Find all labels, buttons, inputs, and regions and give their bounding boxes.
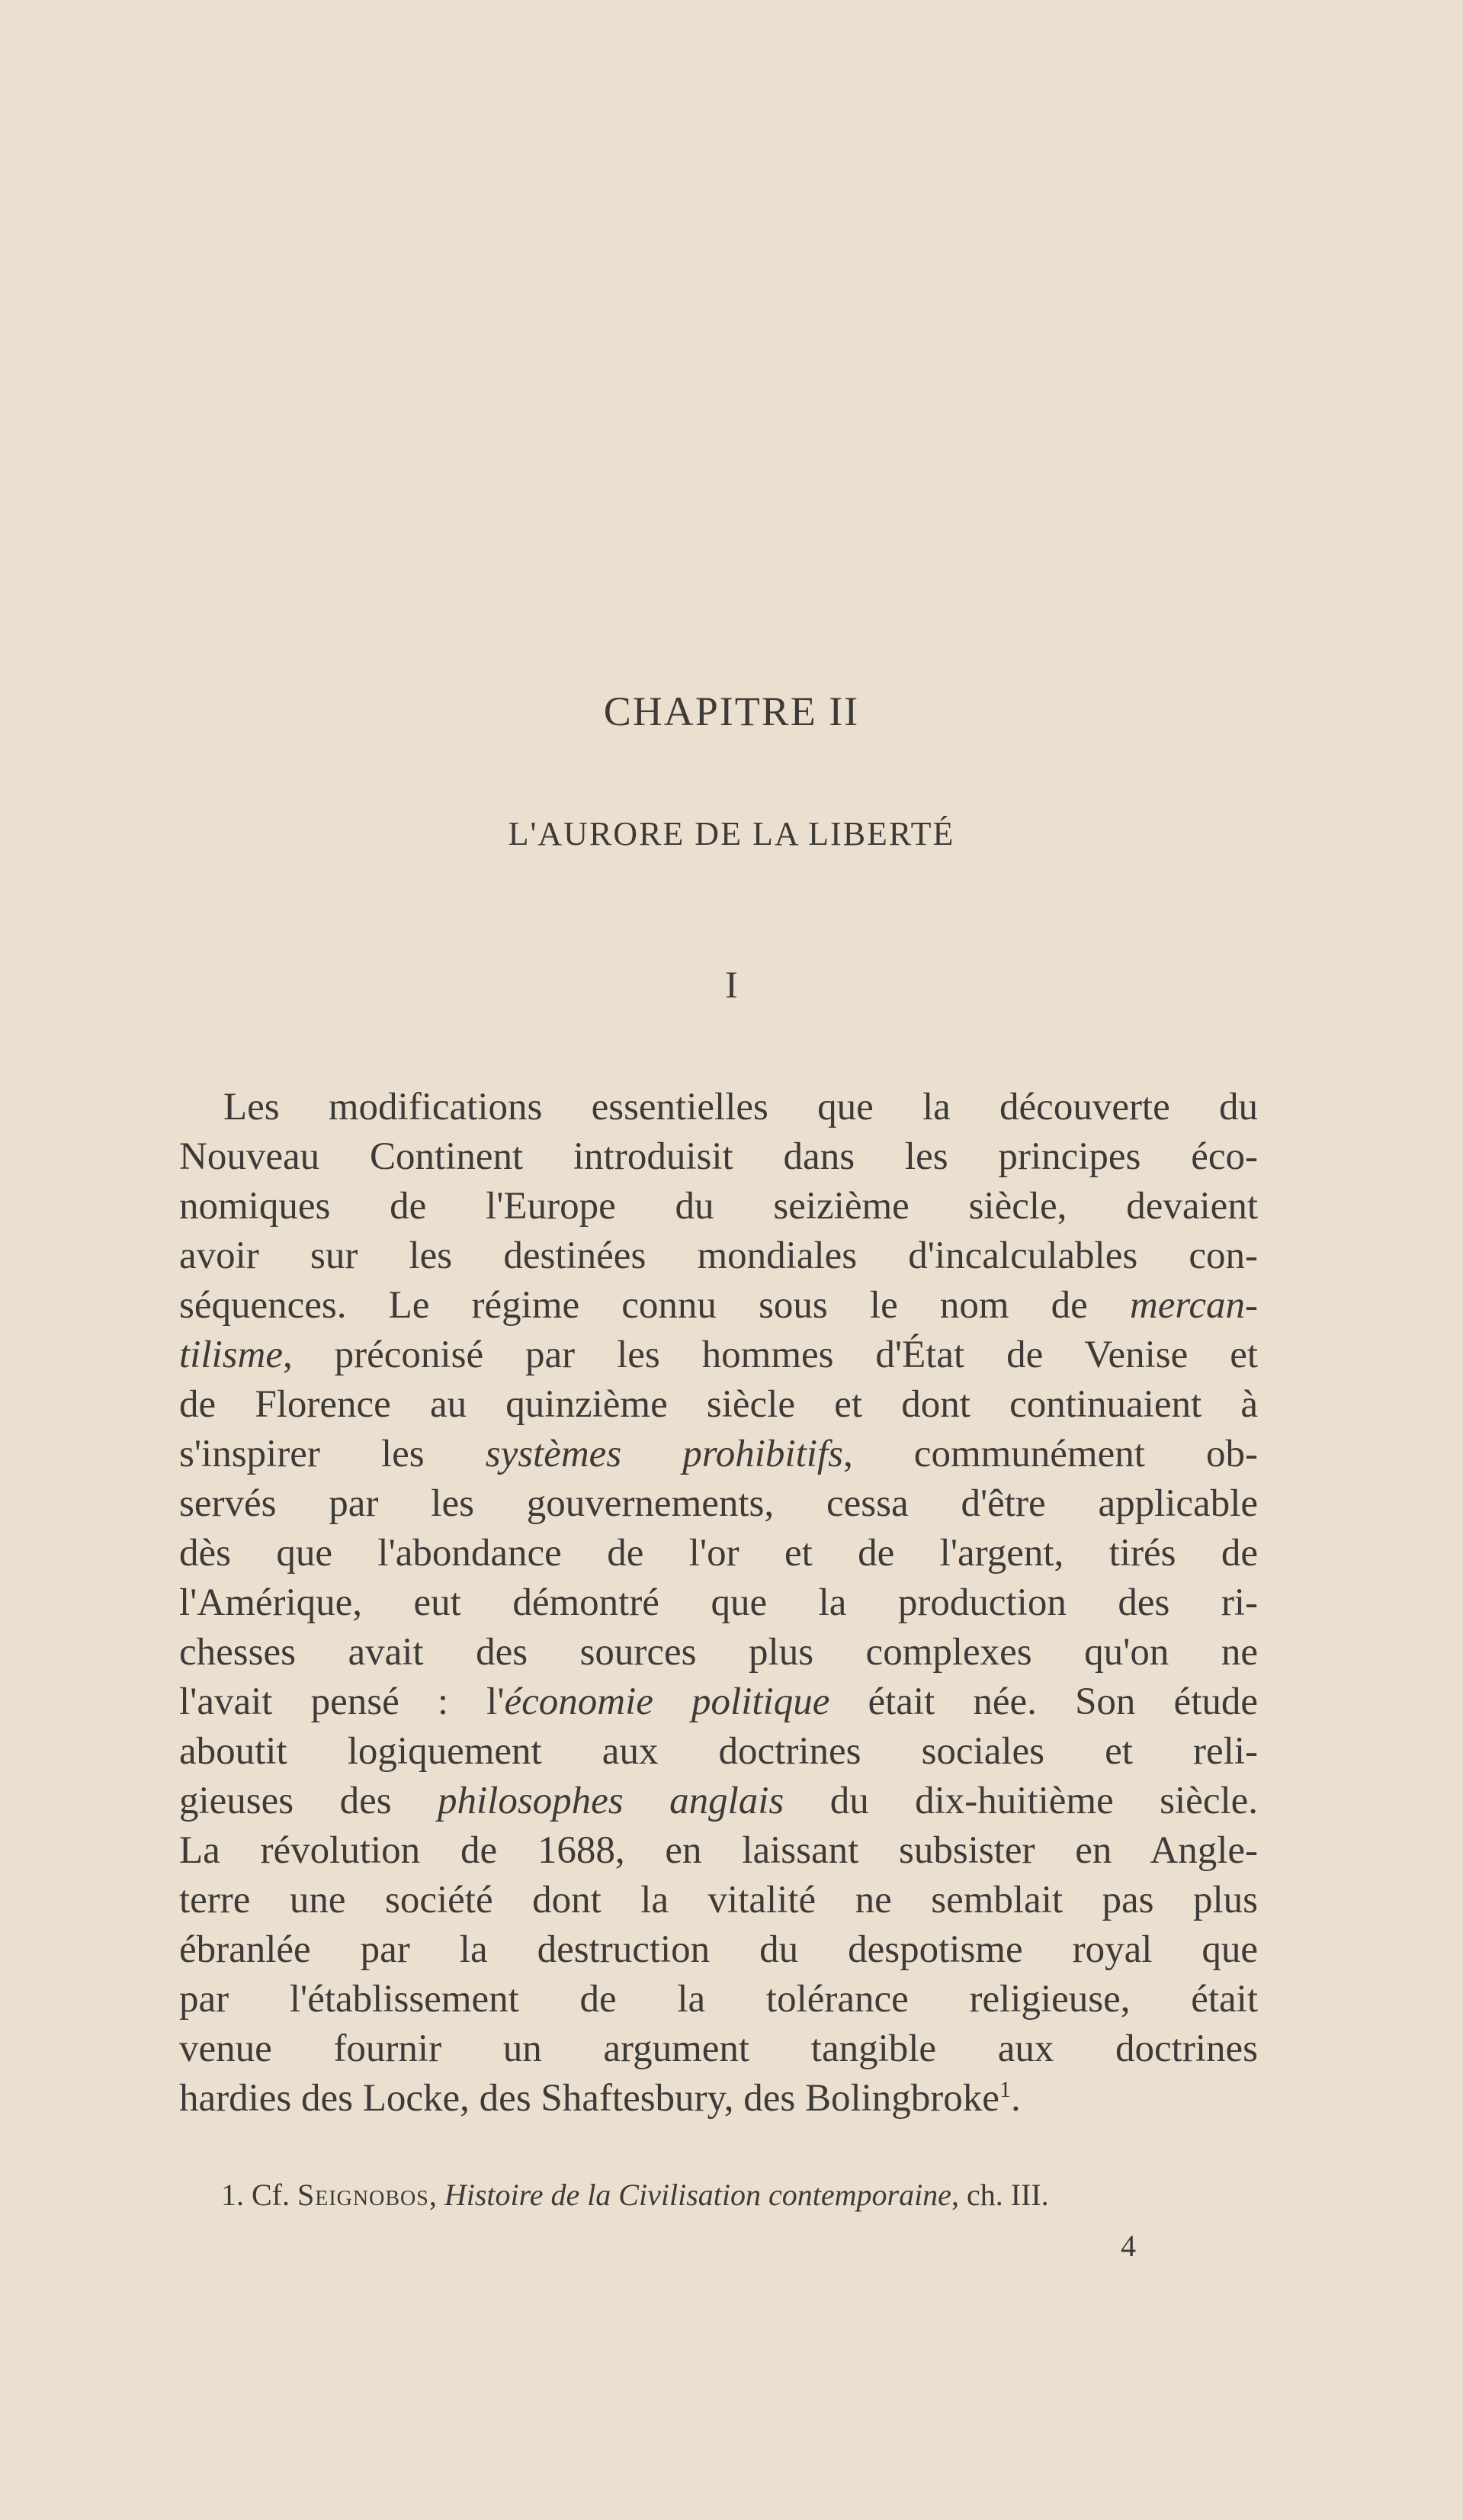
footnote-number: 1. Cf.	[221, 2178, 297, 2212]
italic-term: mercan-	[1129, 1284, 1258, 1327]
section-number: I	[725, 963, 738, 1006]
text-line: servés par les gouvernements, cessa d'être applicable	[179, 1482, 1258, 1525]
text-line: aboutit logiquement aux doctrines sociales et reli-	[179, 1730, 1258, 1773]
text-segment: du dix-huitième siècle.	[784, 1780, 1259, 1822]
text-line: nomiques de l'Europe du seizième siècle, devaient	[179, 1185, 1258, 1228]
text-segment: , communément ob-	[842, 1433, 1258, 1475]
text-line	[179, 1677, 1258, 1727]
chapter-subtitle: L'AURORE DE LA LIBERTÉ	[508, 815, 955, 852]
text-line: La révolution de 1688, en laissant subsister en Angle-	[179, 1829, 1258, 1872]
text-line	[179, 1430, 1258, 1479]
text-segment: était née. Son étude	[829, 1681, 1258, 1723]
footnote-author: Seignobos	[297, 2178, 429, 2212]
italic-term: philosophes anglais	[437, 1780, 784, 1822]
italic-term: tilisme	[179, 1334, 283, 1376]
text-line: chesses avait des sources plus complexes qu'on ne	[179, 1631, 1258, 1674]
text-line: de Florence au quinzième siècle et dont continuaient à	[179, 1383, 1258, 1426]
chapter-title: CHAPITRE II	[603, 689, 860, 734]
text-segment: gieuses des	[179, 1780, 438, 1822]
text-segment: séquences. Le régime connu sous le nom de	[179, 1284, 1130, 1327]
text-line	[179, 1281, 1258, 1331]
signature-mark: 4	[1121, 2229, 1136, 2263]
body-paragraph	[179, 1083, 1258, 2124]
text-line: avoir sur les destinées mondiales d'incalculables con-	[179, 1234, 1258, 1277]
text-line: venue fournir un argument tangible aux doctrines	[179, 2027, 1258, 2070]
text-line: Les modifications essentielles que la découverte du	[223, 1086, 1258, 1128]
text-line	[179, 2074, 1258, 2124]
text-segment: l'avait pensé : l'	[179, 1681, 505, 1723]
text-line: terre une société dont la vitalité ne semblait pas plus	[179, 1879, 1258, 1921]
text-segment: .	[1010, 2077, 1021, 2120]
text-line: par l'établissement de la tolérance religieuse, était	[179, 1978, 1258, 2021]
text-line: Nouveau Continent introduisit dans les principes éco-	[179, 1135, 1258, 1178]
italic-term: systèmes prohibitifs	[485, 1433, 843, 1475]
italic-term: économie politique	[504, 1681, 830, 1723]
text-segment: , ch. III.	[951, 2178, 1049, 2212]
text-line	[179, 1331, 1258, 1380]
text-segment: , préconisé par les hommes d'État de Venise et	[283, 1334, 1258, 1376]
text-line: ébranlée par la destruction du despotisme royal que	[179, 1928, 1258, 1971]
text-line: dès que l'abondance de l'or et de l'argent, tirés de	[179, 1532, 1258, 1575]
text-segment: ,	[428, 2178, 444, 2212]
text-line	[179, 1777, 1258, 1826]
footnote-reference: 1	[999, 2077, 1011, 2102]
footnote-title: Histoire de la Civilisation contemporaine	[444, 2178, 951, 2212]
text-line: l'Amérique, eut démontré que la production des ri-	[179, 1581, 1258, 1624]
footnote	[221, 2177, 1258, 2213]
text-segment: hardies des Locke, des Shaftesbury, des Bolingbroke	[179, 2077, 999, 2120]
text-segment: s'inspirer les	[179, 1433, 486, 1475]
